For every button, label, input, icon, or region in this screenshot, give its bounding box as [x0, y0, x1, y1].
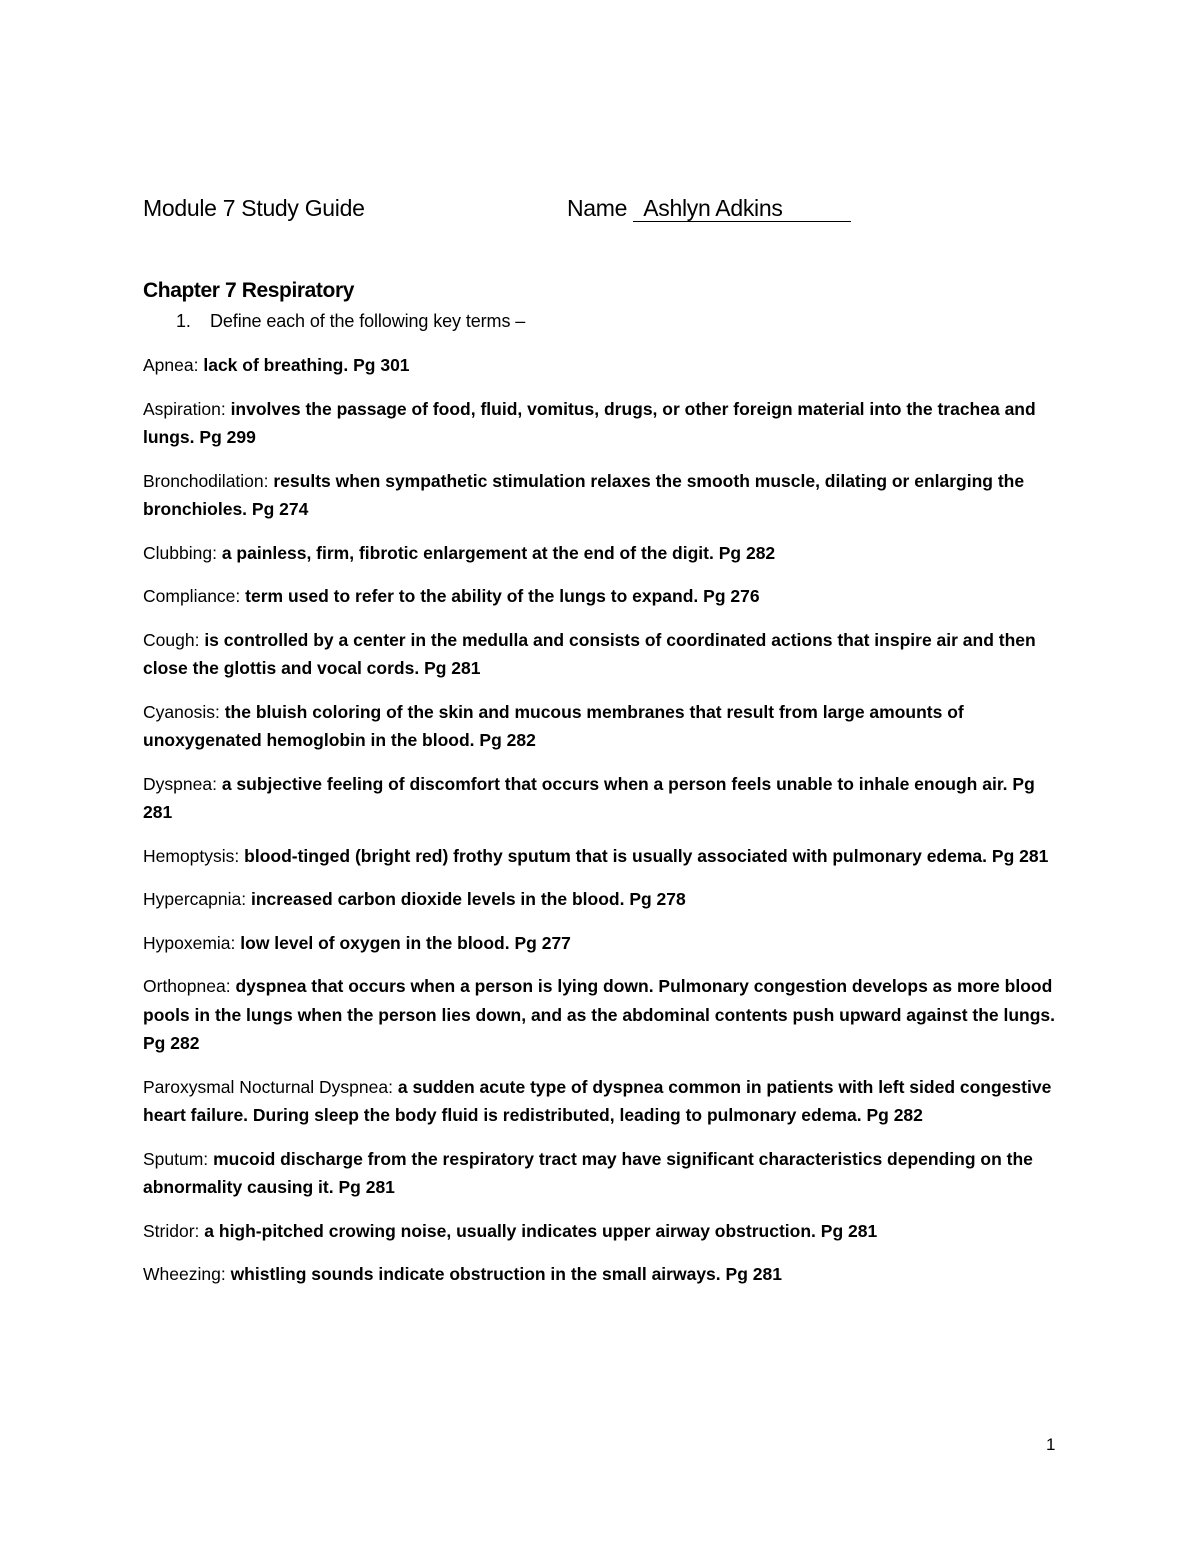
key-term	[143, 539, 1063, 568]
term-definition: increased carbon dioxide levels in the blood.	[251, 889, 625, 909]
term-definition: a subjective feeling of discomfort that occurs when a person feels unable to inhale enough air.	[221, 773, 1008, 794]
term-name: Cyanosis:	[143, 701, 220, 722]
term-page-reference: Pg 281	[991, 845, 1049, 866]
term-definition: term used to refer to the ability of the lungs to expand.	[245, 586, 699, 606]
key-term	[143, 467, 1063, 524]
instruction-number: 1.	[176, 311, 191, 331]
key-term	[143, 842, 1063, 871]
key-term	[143, 698, 1063, 755]
instruction-item	[176, 309, 525, 333]
term-definition: blood-tinged (bright red) frothy sputum that is usually associated with pulmonary edema.	[244, 845, 988, 866]
document-header	[143, 193, 1103, 227]
term-definition: results when sympathetic stimulation relaxes the smooth muscle, dilating or enlarging the bronchioles.	[143, 470, 1025, 519]
key-term	[143, 972, 1063, 1058]
term-name: Clubbing:	[143, 542, 217, 563]
term-page-reference: Pg 281	[338, 1177, 395, 1197]
key-term	[143, 626, 1063, 683]
term-page-reference: Pg 274	[251, 499, 309, 519]
term-name: Wheezing:	[143, 1264, 226, 1284]
page-number: 1	[1046, 1435, 1056, 1454]
term-page-reference: Pg 277	[514, 932, 571, 953]
term-name: Hypercapnia:	[143, 889, 247, 909]
name-field	[567, 193, 851, 223]
term-definition: involves the passage of food, fluid, vomitus, drugs, or other foreign material into the trachea and lungs.	[143, 398, 1036, 447]
term-name: Bronchodilation:	[143, 470, 269, 491]
chapter-heading: Chapter 7 Respiratory	[143, 279, 355, 302]
key-term	[143, 395, 1063, 452]
key-term	[143, 929, 1063, 958]
key-term	[143, 582, 1063, 611]
term-definition: mucoid discharge from the respiratory tract may have significant characteristics depending on the abnormality causing it.	[143, 1148, 1033, 1197]
term-page-reference: Pg 281	[725, 1264, 782, 1284]
term-definition: a painless, firm, fibrotic enlargement at the end of the digit.	[221, 542, 714, 563]
term-name: Compliance:	[143, 586, 241, 606]
term-page-reference: Pg 278	[629, 889, 686, 909]
term-name: Dyspnea:	[143, 773, 217, 794]
term-name: Sputum:	[143, 1148, 209, 1169]
term-definition: the bluish coloring of the skin and mucous membranes that result from large amounts of unoxygenated hemoglobin in the blood.	[143, 701, 964, 750]
key-term	[143, 770, 1063, 827]
term-name: Stridor:	[143, 1220, 200, 1241]
term-definition: a sudden acute type of dyspnea common in patients with left sided congestive heart failure. During sleep the body fluid is redistributed, leading to pulmonary edema.	[143, 1076, 1052, 1125]
term-page-reference: Pg 281	[424, 658, 481, 678]
term-name: Aspiration:	[143, 398, 226, 419]
term-definition: whistling sounds indicate obstruction in the small airways.	[230, 1264, 721, 1284]
term-page-reference: Pg 276	[703, 586, 760, 606]
document-title: Module 7 Study Guide	[143, 195, 365, 221]
key-term	[143, 351, 1063, 380]
term-name: Cough:	[143, 629, 200, 650]
term-definition: a high-pitched crowing noise, usually indicates upper airway obstruction.	[204, 1220, 816, 1241]
term-page-reference: Pg 281	[820, 1220, 878, 1241]
term-name: Paroxysmal Nocturnal Dyspnea:	[143, 1076, 393, 1097]
term-page-reference: Pg 281	[143, 773, 1035, 822]
name-label: Name	[567, 195, 628, 221]
term-name: Hypoxemia:	[143, 932, 236, 953]
term-page-reference: Pg 299	[199, 427, 256, 447]
name-value: Ashlyn Adkins	[633, 195, 851, 222]
term-page-reference: Pg 282	[479, 730, 536, 750]
term-page-reference: Pg 282	[143, 1033, 200, 1053]
key-terms-list	[143, 351, 1063, 1304]
term-page-reference: Pg 282	[866, 1105, 923, 1125]
term-page-reference: Pg 301	[353, 355, 410, 375]
term-definition: lack of breathing.	[203, 355, 349, 375]
term-name: Orthopnea:	[143, 976, 231, 996]
term-definition: is controlled by a center in the medulla and consists of coordinated actions that inspire air and then close the glottis and vocal cords.	[143, 629, 1036, 678]
instruction-text: Define each of the following key terms –	[210, 311, 526, 331]
key-term	[143, 1073, 1063, 1130]
term-name: Apnea:	[143, 355, 199, 375]
term-name: Hemoptysis:	[143, 845, 240, 866]
term-page-reference: Pg 282	[718, 542, 776, 563]
key-term	[143, 885, 1063, 914]
key-term	[143, 1260, 1063, 1289]
key-term	[143, 1217, 1063, 1246]
term-definition: low level of oxygen in the blood.	[240, 932, 510, 953]
term-definition: dyspnea that occurs when a person is lying down. Pulmonary congestion develops as more blood pools in the lungs when the person lies down, and as the abdominal contents push upward against the lungs.	[143, 976, 1056, 1025]
key-term	[143, 1145, 1063, 1202]
